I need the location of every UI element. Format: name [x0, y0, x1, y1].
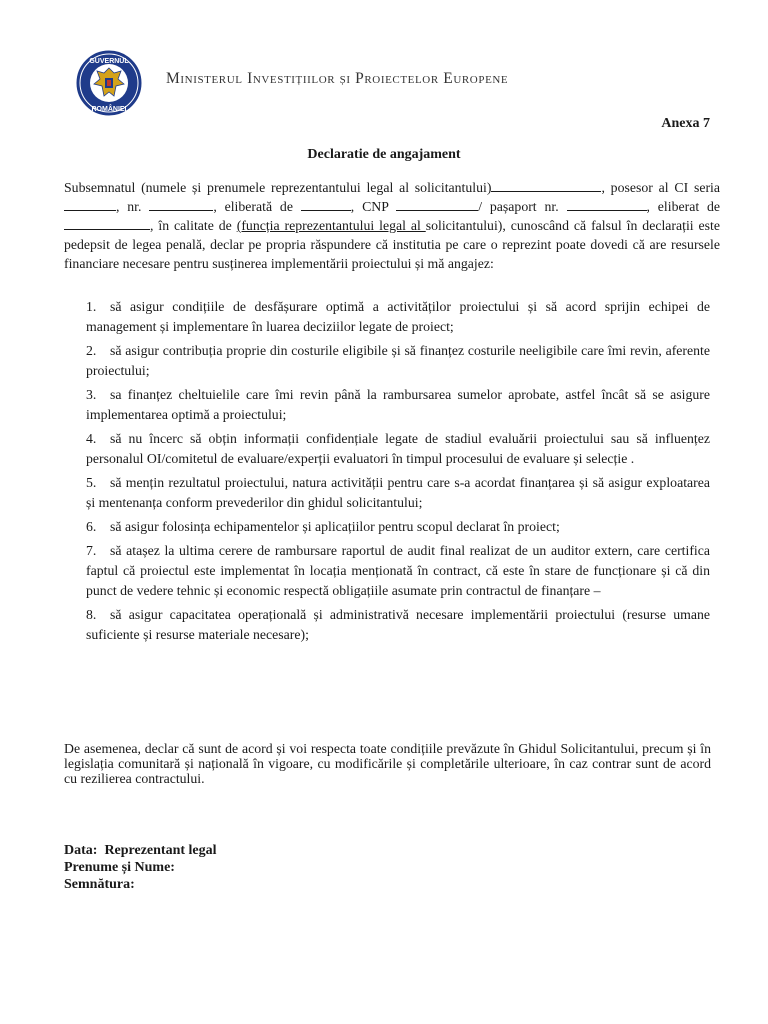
- annex-label: Anexa 7: [661, 116, 710, 131]
- list-item: [86, 341, 710, 381]
- intro-text-11: , cunoscând că falsul în declarații este pedepsit de legea penală, declar pe propria răspundere că institutia pe care o reprezint poate dovedi că are resursele financiare necesare pentru susținerea implementării proiectului și mă angajez:: [64, 218, 721, 271]
- signature-block: [64, 842, 217, 893]
- intro-text-3: , nr.: [116, 199, 150, 214]
- intro-text-8: , în calitate de: [150, 218, 237, 233]
- blank-passport-issued-by: [64, 216, 150, 230]
- signature-label: Semnătura:: [64, 877, 135, 892]
- list-item-number: 2.: [86, 343, 97, 358]
- list-item: [86, 385, 710, 425]
- list-item: [86, 517, 710, 537]
- list-item-number: 5.: [86, 475, 97, 490]
- intro-text-7: , eliberat de: [646, 199, 721, 214]
- list-item-text: să mențin rezultatul proiectului, natura activității pentru care s-a acordat finanțarea și să asigur exploatarea și mentenanța conform prevederilor din ghidul solicitantului;: [86, 475, 710, 510]
- intro-paragraph: [64, 178, 720, 273]
- signature-date-line: [64, 842, 217, 859]
- blank-cnp: [396, 197, 478, 211]
- intro-function-underlined: (funcția reprezentantului legal al: [236, 218, 426, 233]
- document-title: Declaratie de angajament: [307, 147, 461, 162]
- list-item: [86, 541, 710, 601]
- list-item: [86, 429, 710, 469]
- list-item-number: 3.: [86, 387, 97, 402]
- intro-text-5: , CNP: [350, 199, 397, 214]
- list-item: [86, 473, 710, 513]
- list-item-number: 7.: [86, 543, 97, 558]
- intro-text-4: , eliberată de: [213, 199, 301, 214]
- intro-text-1: Subsemnatul (numele și prenumele reprezentantului legal al solicitantului): [64, 180, 492, 195]
- name-label: Prenume și Nume:: [64, 860, 175, 875]
- date-label: Data:: [64, 843, 98, 858]
- list-item-text: să atașez la ultima cerere de rambursare raportul de audit final realizat de un auditor extern, care certifica faptul că proiectul este implementat în locația menționată în contract, că este în stare de funcționare și că din punct de vedere tehnic și economic respectă obligațiile asumate prin contractul de finanțare –: [86, 543, 710, 598]
- list-item-number: 4.: [86, 431, 97, 446]
- list-item: [86, 297, 710, 337]
- intro-text-6: / pașaport nr.: [478, 199, 567, 214]
- intro-text-2: , posesor al CI seria: [601, 180, 720, 195]
- blank-issued-by: [301, 197, 351, 211]
- seal-top-text: GUVERNUL: [89, 58, 129, 65]
- list-item-text: să asigur capacitatea operațională și administrativă necesare implementării proiectului (resurse umane suficiente și resurse materiale necesare);: [86, 607, 710, 642]
- list-item-text: să nu încerc să obțin informații confidențiale legate de stadiul evaluării proiectului sau să influențez personalul OI/comitetul de evaluare/experții evaluatori în timpul procesului de evaluare și selecție .: [86, 431, 710, 466]
- list-item-text: să asigur folosința echipamentelor și aplicațiilor pentru scopul declarat în proiect;: [110, 519, 560, 534]
- list-item-text: sa finanțez cheltuielile care îmi revin până la rambursarea sumelor aprobate, astfel încât să se asigure implementarea optimă a proiectului;: [86, 387, 710, 422]
- commitments-list: [86, 297, 710, 649]
- blank-representative-name: [491, 178, 601, 192]
- blank-ci-series: [64, 197, 116, 211]
- list-item-number: 8.: [86, 607, 97, 622]
- government-seal-logo: [66, 50, 152, 116]
- list-item-text: să asigur contribuția proprie din costurile eligibile și să finanțez costurile neeligibile care îmi revin, aferente proiectului;: [86, 343, 710, 378]
- blank-passport-number: [567, 197, 647, 211]
- document-header: [66, 50, 726, 116]
- list-item: [86, 605, 710, 645]
- ministry-name: Ministerul Investițiilor și Proiectelor Europene: [166, 70, 509, 87]
- closing-paragraph: De asemenea, declar că sunt de acord și voi respecta toate condițiile prevăzute în Ghidul Solicitantului, precum și în legislația comunitară și națională în vigoare, cu modificările și completările ulterioare, în caz contrar sunt de acord cu rezilierea contractului.: [64, 741, 711, 786]
- representative-label: Reprezentant legal: [104, 843, 217, 858]
- list-item-number: 6.: [86, 519, 97, 534]
- intro-text-10: solicitantului): [425, 218, 503, 233]
- list-item-number: 1.: [86, 299, 97, 314]
- seal-bottom-text: ROMÂNIEI: [91, 106, 127, 113]
- list-item-text: să asigur condițiile de desfășurare optimă a activităților proiectului și să acord sprijin echipei de management și implementare în luarea deciziilor legate de proiect;: [86, 299, 710, 334]
- blank-ci-number: [149, 197, 213, 211]
